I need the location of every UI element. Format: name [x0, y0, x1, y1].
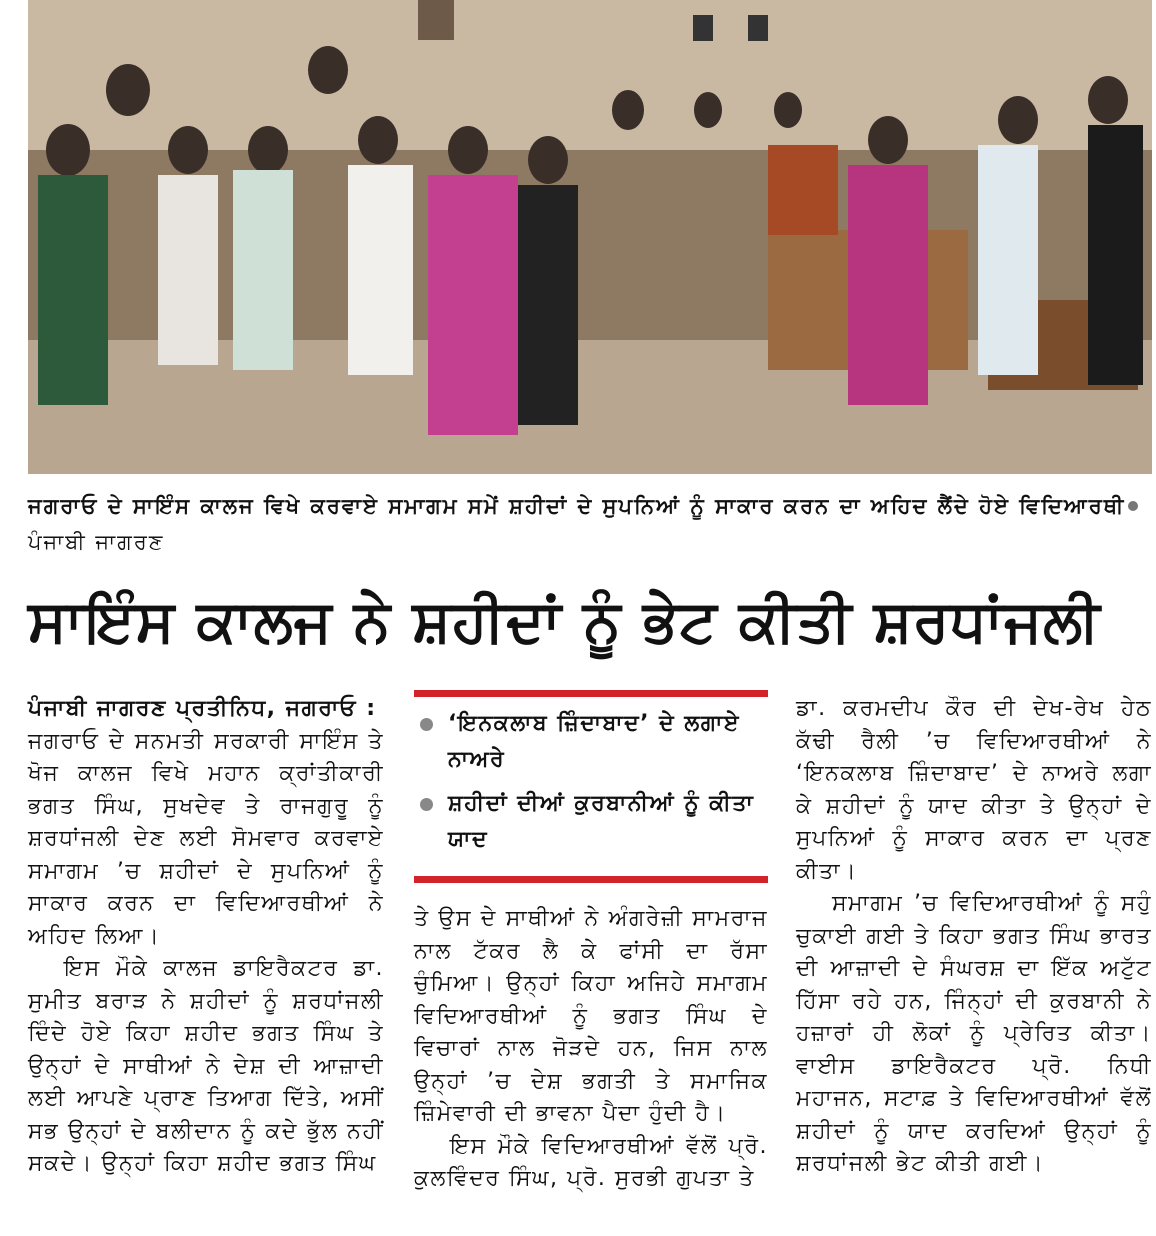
photo-caption [28, 488, 1152, 560]
bullet-icon [420, 798, 433, 811]
highlight-item [414, 786, 768, 858]
highlights-bottom-rule [414, 876, 768, 883]
caption-source: ਪੰਜਾਬੀ ਜਾਗਰਣ [28, 530, 165, 554]
bullet-icon [420, 718, 433, 731]
event-photo-illustration [28, 0, 1152, 474]
col1-paragraph-1: ਜਗਰਾਓ ਦੇ ਸਨਮਤੀ ਸਰਕਾਰੀ ਸਾਇੰਸ ਤੇ ਖੋਜ ਕਾਲਜ ਵਿਖੇ ਮਹਾਨ ਕ੍ਰਾਂਤੀਕਾਰੀ ਭਗਤ ਸਿੰਘ, ਸੁਖਦੇਵ ਤੇ ਰਾਜਗੁਰੂ ਨੂੰ ਸ਼ਰਧਾਂਜਲੀ ਦੇਣ ਲਈ ਸੋਮਵਾਰ ਕਰਵਾਏ ਸਮਾਗਮ ’ਚ ਸ਼ਹੀਦਾਂ ਦੇ ਸੁਪਨਿਆਂ ਨੂੰ ਸਾਕਾਰ ਕਰਨ ਦਾ ਵਿਦਿਆਰਥੀਆਂ ਨੇ ਅਹਿਦ ਲਿਆ। [28, 728, 384, 949]
headline: ਸਾਇੰਸ ਕਾਲਜ ਨੇ ਸ਼ਹੀਦਾਂ ਨੂੰ ਭੇਟ ਕੀਤੀ ਸ਼ਰਧਾਂਜਲੀ [28, 587, 1101, 655]
article-column-1 [28, 693, 384, 1181]
caption-dot-icon [1128, 501, 1138, 511]
col3-paragraph-2: ਸਮਾਗਮ ’ਚ ਵਿਦਿਆਰਥੀਆਂ ਨੂੰ ਸਹੁੰ ਚੁਕਾਈ ਗਈ ਤੇ ਕਿਹਾ ਭਗਤ ਸਿੰਘ ਭਾਰਤ ਦੀ ਆਜ਼ਾਦੀ ਦੇ ਸੰਘਰਸ਼ ਦਾ ਇੱਕ ਅਟੁੱਟ ਹਿੱਸਾ ਰਹੇ ਹਨ, ਜਿੰਨ੍ਹਾਂ ਦੀ ਕੁਰਬਾਨੀ ਨੇ ਹਜ਼ਾਰਾਂ ਹੀ ਲੋਕਾਂ ਨੂੰ ਪ੍ਰੇਰਿਤ ਕੀਤਾ। ਵਾਈਸ ਡਾਇਰੈਕਟਰ ਪ੍ਰੋ. ਨਿਧੀ ਮਹਾਜਨ, ਸਟਾਫ਼ ਤੇ ਵਿਦਿਆਰਥੀਆਂ ਵੱਲੋਂ ਸ਼ਹੀਦਾਂ ਨੂੰ ਯਾਦ ਕਰਦਿਆਂ ਉਨ੍ਹਾਂ ਨੂੰ ਸ਼ਰਧਾਂਜਲੀ ਭੇਟ ਕੀਤੀ ਗਈ। [796, 891, 1152, 1176]
col1-paragraph-2: ਇਸ ਮੌਕੇ ਕਾਲਜ ਡਾਇਰੈਕਟਰ ਡਾ. ਸੁਮੀਤ ਬਰਾੜ ਨੇ ਸ਼ਹੀਦਾਂ ਨੂੰ ਸ਼ਰਧਾਂਜਲੀ ਦਿੰਦੇ ਹੋਏ ਕਿਹਾ ਸ਼ਹੀਦ ਭਗਤ ਸਿੰਘ ਤੇ ਉਨ੍ਹਾਂ ਦੇ ਸਾਥੀਆਂ ਨੇ ਦੇਸ਼ ਦੀ ਆਜ਼ਾਦੀ ਲਈ ਆਪਣੇ ਪ੍ਰਾਣ ਤਿਆਗ ਦਿੱਤੇ, ਅਸੀਂ ਸਭ ਉਨ੍ਹਾਂ ਦੇ ਬਲੀਦਾਨ ਨੂੰ ਕਦੇ ਭੁੱਲ ਨਹੀਂ ਸਕਦੇ। ਉਨ੍ਹਾਂ ਕਿਹਾ ਸ਼ਹੀਦ ਭਗਤ ਸਿੰਘ [28, 956, 384, 1176]
highlight-text: ਸ਼ਹੀਦਾਂ ਦੀਆਂ ਕੁਰਬਾਨੀਆਂ ਨੂੰ ਕੀਤਾ ਯਾਦ [448, 791, 755, 852]
col3-paragraph-1: ਡਾ. ਕਰਮਦੀਪ ਕੌਰ ਦੀ ਦੇਖ-ਰੇਖ ਹੇਠ ਕੱਢੀ ਰੈਲੀ ’ਚ ਵਿਦਿਆਰਥੀਆਂ ਨੇ ‘ਇਨਕਲਾਬ ਜ਼ਿੰਦਾਬਾਦ’ ਦੇ ਨਾਅਰੇ ਲਗਾ ਕੇ ਸ਼ਹੀਦਾਂ ਨੂੰ ਯਾਦ ਕੀਤਾ ਤੇ ਉਨ੍ਹਾਂ ਦੇ ਸੁਪਨਿਆਂ ਨੂੰ ਸਾਕਾਰ ਕਰਨ ਦਾ ਪ੍ਰਣ ਕੀਤਾ। [796, 696, 1152, 884]
highlights-box [414, 690, 768, 886]
highlights-top-rule [414, 690, 768, 697]
event-photo [28, 0, 1152, 474]
col2-paragraph-1: ਤੇ ਉਸ ਦੇ ਸਾਥੀਆਂ ਨੇ ਅੰਗਰੇਜ਼ੀ ਸਾਮਰਾਜ ਨਾਲ ਟੱਕਰ ਲੈ ਕੇ ਫਾਂਸੀ ਦਾ ਰੱਸਾ ਚੁੰਮਿਆ। ਉਨ੍ਹਾਂ ਕਿਹਾ ਅਜਿਹੇ ਸਮਾਗਮ ਵਿਦਿਆਰਥੀਆਂ ਨੂੰ ਭਗਤ ਸਿੰਘ ਦੇ ਵਿਚਾਰਾਂ ਨਾਲ ਜੋੜਦੇ ਹਨ, ਜਿਸ ਨਾਲ ਉਨ੍ਹਾਂ ’ਚ ਦੇਸ਼ ਭਗਤੀ ਤੇ ਸਮਾਜਿਕ ਜ਼ਿੰਮੇਵਾਰੀ ਦੀ ਭਾਵਨਾ ਪੈਦਾ ਹੁੰਦੀ ਹੈ। [414, 906, 768, 1126]
caption-text: ਜਗਰਾਓ ਦੇ ਸਾਇੰਸ ਕਾਲਜ ਵਿਖੇ ਕਰਵਾਏ ਸਮਾਗਮ ਸਮੇਂ ਸ਼ਹੀਦਾਂ ਦੇ ਸੁਪਨਿਆਂ ਨੂੰ ਸਾਕਾਰ ਕਰਨ ਦਾ ਅਹਿਦ ਲੈਂਦੇ ਹੋਏ ਵਿਦਿਆਰਥੀ [28, 494, 1126, 518]
highlight-text: ‘ਇਨਕਲਾਬ ਜ਼ਿੰਦਾਬਾਦ’ ਦੇ ਲਗਾਏ ਨਾਅਰੇ [448, 711, 740, 772]
highlight-item [414, 706, 768, 778]
col2-paragraph-2: ਇਸ ਮੌਕੇ ਵਿਦਿਆਰਥੀਆਂ ਵੱਲੋਂ ਪ੍ਰੋ. ਕੁਲਵਿੰਦਰ ਸਿੰਘ, ਪ੍ਰੋ. ਸੁਰਭੀ ਗੁਪਤਾ ਤੇ [414, 1133, 768, 1191]
article-column-3 [796, 693, 1152, 1181]
byline: ਪੰਜਾਬੀ ਜਾਗਰਣ ਪ੍ਰਤੀਨਿਧ, ਜਗਰਾਓ : [28, 696, 377, 721]
article-column-2 [414, 903, 768, 1196]
